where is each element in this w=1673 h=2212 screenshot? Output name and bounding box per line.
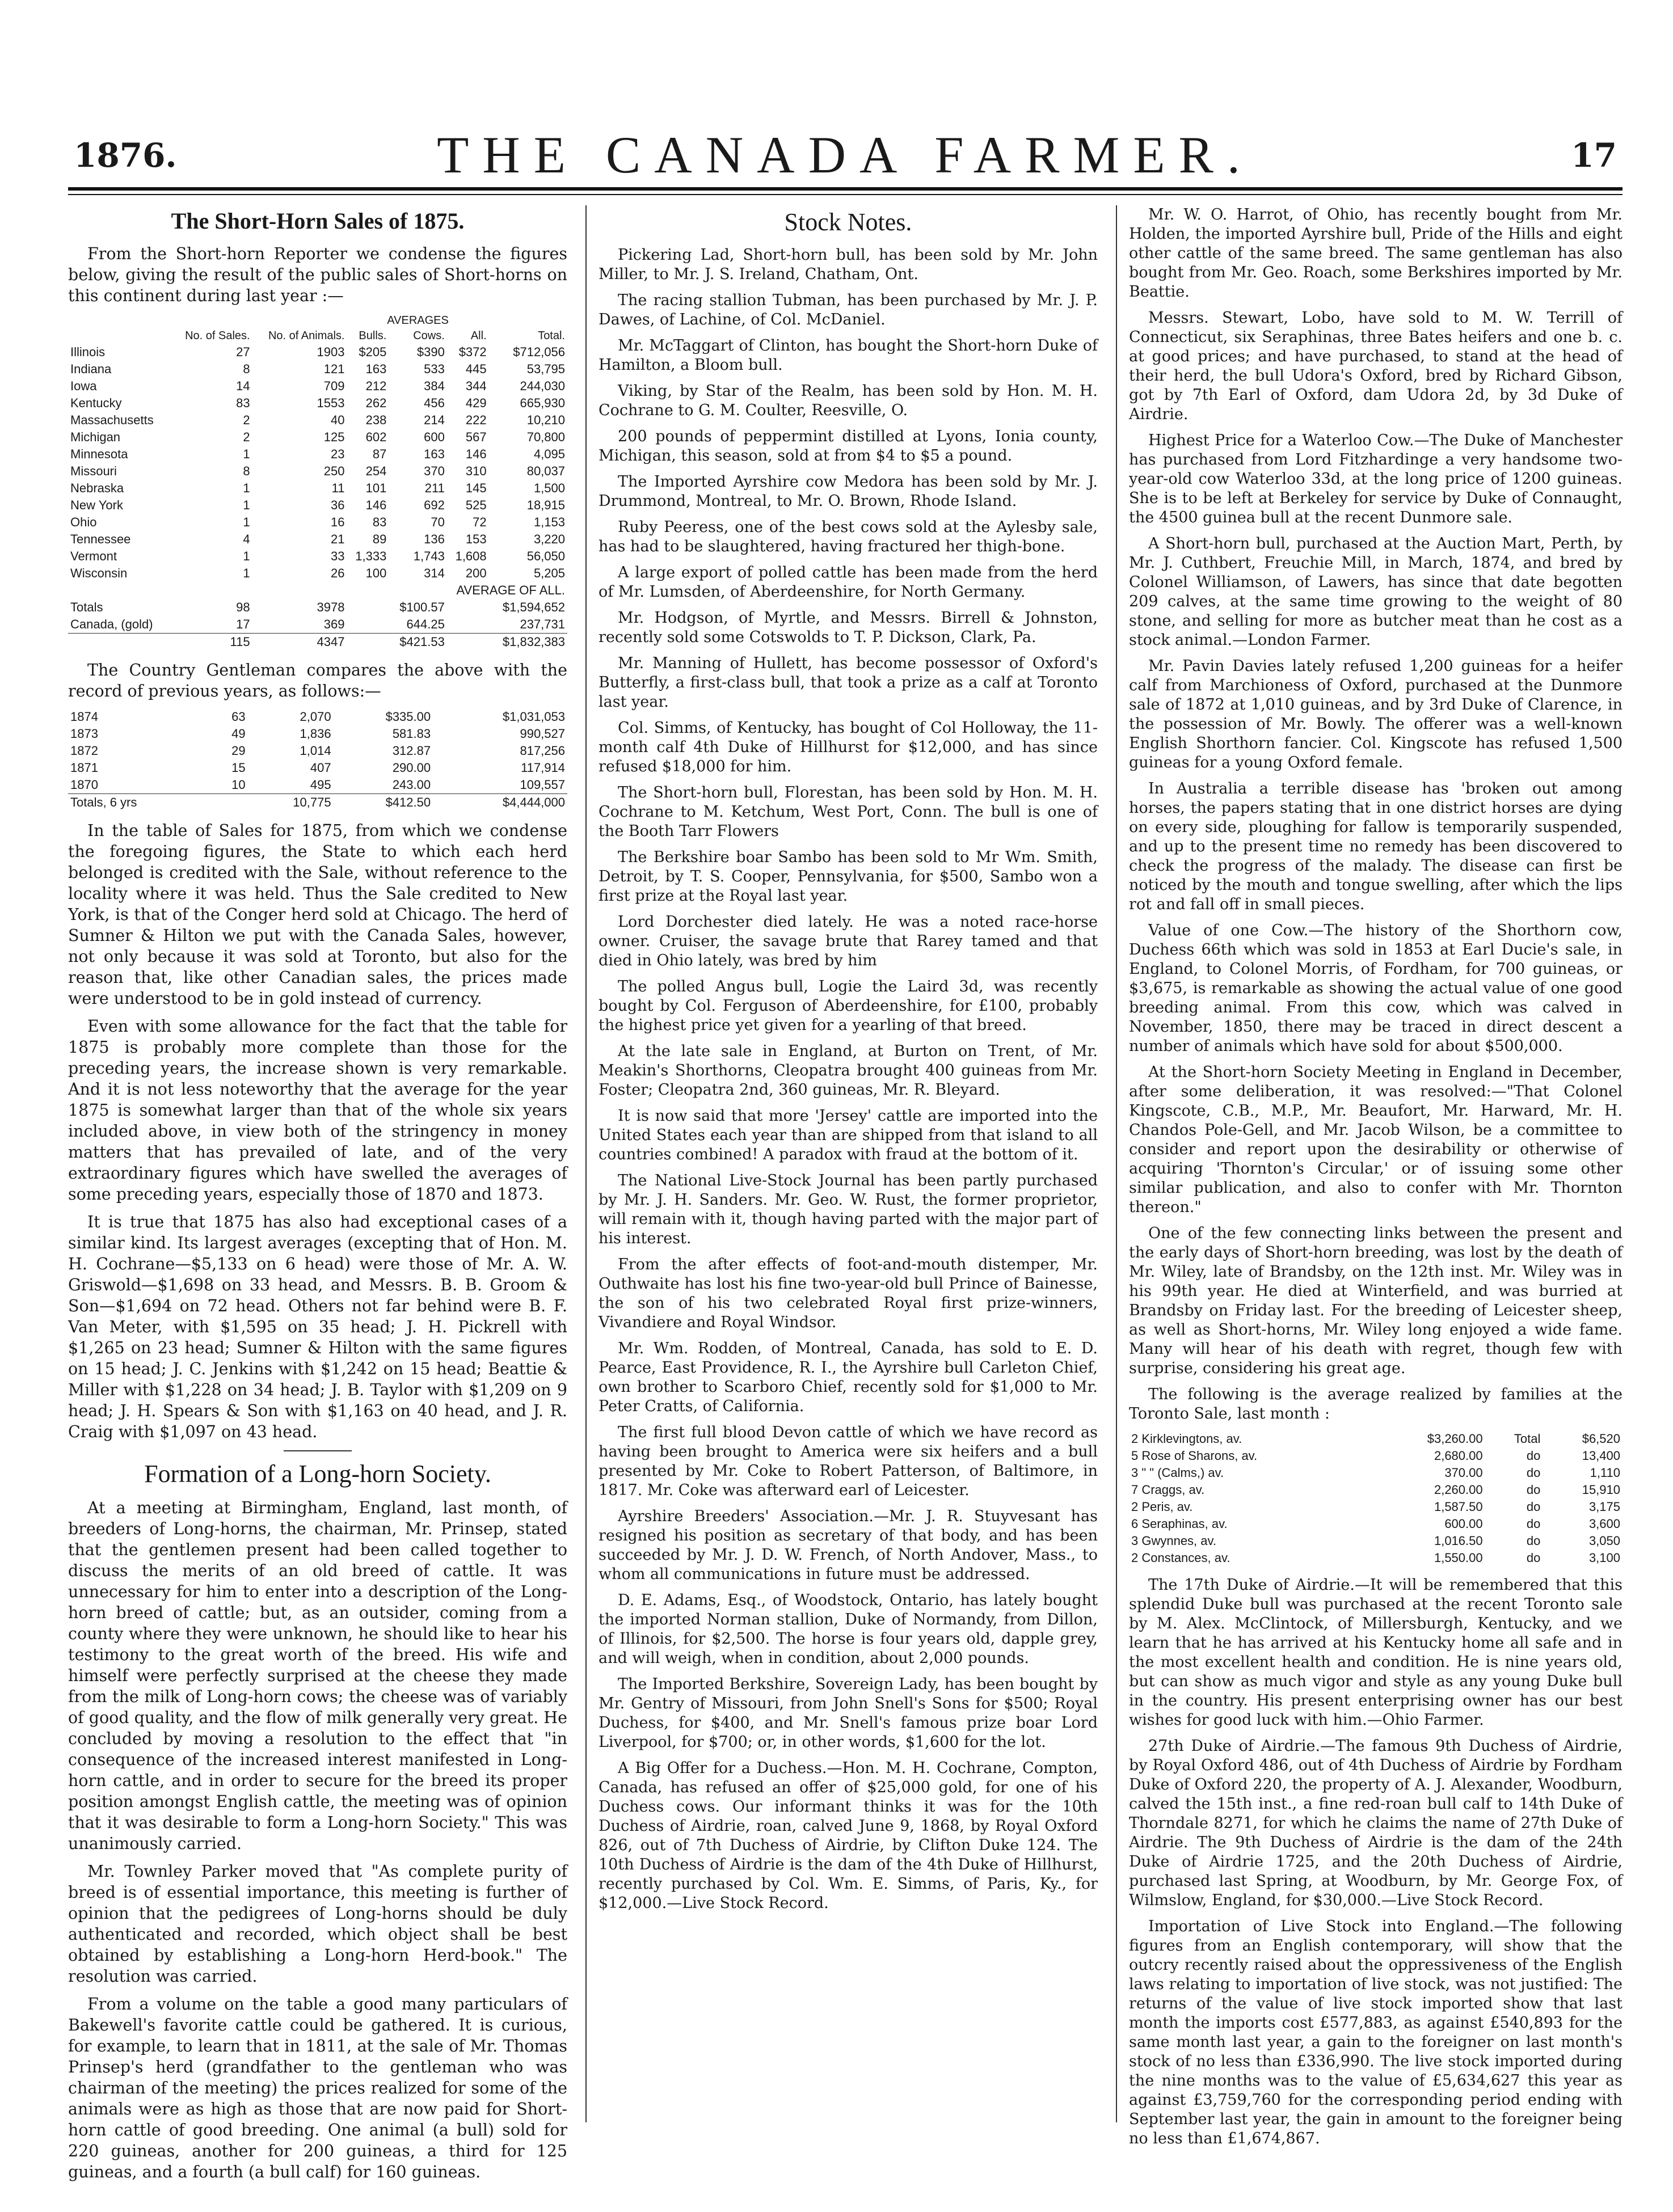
table-cell: 1	[243, 549, 250, 563]
table-cell: Ohio	[70, 515, 97, 529]
table-cell: 238	[365, 413, 387, 427]
table-row	[68, 412, 567, 429]
table-cell: $421.53	[389, 634, 446, 651]
table-row	[68, 378, 567, 395]
table-cell: 53,795	[526, 362, 565, 376]
table-cell: 63	[231, 710, 246, 724]
table-cell: AVERAGE OF ALL.	[456, 583, 565, 597]
article-paragraph: At a meeting at Birmingham, England, last month, of breeders of Long-horns, the chairman, Mr. Prinsep, stated that the gentlemen present had been called together to discuss the merits of an old breed of cattle. It was unnecessary for him to enter into a description of the Long-horn breed of cattle; but, as an outsider, coming from a county where they were unknown, he should like to hear his testimony to the great worth of the breed. His wife and himself were perfectly surprised at the cheese they made from the milk of Long-horn cows; the cheese was of variably of good quality, and the flow of milk generally very great. He concluded by moving a resolution to the effect that "in consequence of the increased interest manifested in Long-horn cattle, and in order to secure for the breed its proper position amongst English cattle, the meeting was of opinion that it was desirable to form a Long-horn Society." This was unanimously carried.	[68, 1498, 567, 1853]
table-cell: 26	[331, 566, 345, 580]
table-cell: 244,030	[520, 379, 565, 393]
newspaper-title: THE CANADA FARMER.	[437, 126, 1254, 184]
article-title-shorthorn-sales: The Short-Horn Sales of 1875.	[171, 208, 465, 234]
table-cell: 163	[365, 362, 387, 376]
table-cell: 600	[424, 430, 445, 444]
table-cell: 384	[424, 379, 445, 393]
table-row	[68, 616, 567, 634]
table-cell: 1553	[317, 396, 345, 410]
article-paragraph: Mr. Townley Parker moved that "As complete purity of breed is of essential importance, this meeting is further of opinion that the pedigrees of Long-horns should be duly authenticated and recorded, which object shall be best obtained by establishing a Long-horn Herd-book." The resolution was carried.	[68, 1862, 567, 1986]
table-row	[68, 548, 567, 565]
table-cell: Illinois	[70, 345, 106, 359]
table-cell: 80,037	[526, 464, 565, 478]
article-paragraph: The Imported Ayrshire cow Medora has been sold by Mr. J. Drummond, Montreal, to Mr. O. Brown, Rhode Island.	[599, 473, 1098, 510]
table-cell: 1871	[70, 761, 98, 775]
table-cell: 8	[243, 362, 250, 376]
masthead-rule-thin	[68, 194, 1623, 195]
article-paragraph: The racing stallion Tubman, has been purchased by Mr. J. P. Dawes, of Lachine, of Col. McDaniel.	[599, 292, 1098, 328]
table-cell: Missouri	[70, 464, 117, 478]
table-cell: 16	[331, 515, 345, 529]
table-cell: 121	[323, 362, 345, 376]
table-row	[68, 514, 567, 531]
article-paragraph: 27th Duke of Airdrie.—The famous 9th Duchess of Airdrie, by Royal Oxford 486, out of 4th Duchess of Airdrie by Fordham Duke of Oxford 220, the property of A. J. Alexander, Woodburn, calved the 15th inst., a fine red-roan bull calf to 14th Duke of Thorndale 8271, for which he claims the name of 27th Duke of Airdrie. The 9th Duchess of Airdrie is the dam of the 24th Duke of Airdrie 1725, and the 20th Duchess of Airdrie, purchased last Spring, at Woodburn, by Mr. George Fox, of Wilmslow, England, for $30,000.—Live Stock Record.	[1129, 1737, 1623, 1909]
table-row	[68, 531, 567, 548]
table-cell: Totals	[70, 600, 103, 614]
table-row	[68, 463, 567, 480]
table-cell: Minnesota	[70, 447, 128, 461]
table-row	[68, 395, 567, 412]
table-cell: $390	[416, 345, 445, 359]
table-cell: 2	[243, 430, 250, 444]
table-cell: 692	[424, 498, 445, 512]
table-row	[68, 742, 567, 759]
column-middle	[599, 205, 1098, 2122]
table-cell: 83	[236, 396, 250, 410]
table-cell: 2	[243, 413, 250, 427]
table-cell: 14	[236, 379, 250, 393]
table-cell	[447, 634, 489, 651]
table-cell: 23	[331, 447, 345, 461]
table-cell: $335.00	[385, 710, 431, 724]
table-cell: 1,016.50	[1434, 1534, 1483, 1548]
article-paragraph: Pickering Lad, Short-horn bull, has been sold by Mr. John Miller, to Mr. J. S. Ireland, Chatham, Ont.	[599, 246, 1098, 283]
table-cell: 1,014	[300, 744, 331, 758]
table-cell: 250	[323, 464, 345, 478]
table-cell: 15,910	[1582, 1483, 1620, 1497]
table-cell: 146	[365, 498, 387, 512]
table-cell: 525	[465, 498, 487, 512]
table-cell: do	[1526, 1483, 1541, 1497]
table-row	[68, 480, 567, 497]
table-row	[68, 776, 567, 794]
table-cell: 262	[365, 396, 387, 410]
table-cell: 1,608	[455, 549, 487, 563]
table-cell: $205	[359, 345, 387, 359]
table-cell: 10	[231, 778, 246, 792]
table-row	[1129, 1550, 1623, 1567]
article-paragraph: The first full blood Devon cattle of which we have record as having been brought to America were six heifers and a bull presented by Mr. Coke to Robert Patterson, of Baltimore, in 1817. Mr. Coke was afterward earl of Leicester.	[599, 1424, 1098, 1499]
table-cell: 211	[424, 481, 445, 495]
table-cell: Wisconsin	[70, 566, 128, 580]
table-cell: $4,444,000	[433, 794, 567, 812]
article-paragraph: Mr. W. O. Harrot, of Ohio, has recently bought from Mr. Holden, the imported Ayrshire bull, Pride of the Hills and eight other cattle of the same breed. The same gentleman has also bought from Mr. Geo. Roach, some Berkshires imported by Mr. Beattie.	[1129, 206, 1623, 301]
article-paragraph: It is true that 1875 has also had exceptional cases of a similar kind. Its largest averages (excepting that of Hon. M. H. Cochrane—$5,133 on 6 head) were those of Mr. A. W. Griswold—$1,698 on 33 head, and Messrs. B. B. Groom & Son—$1,694 on 72 head. Others not far behind were B. F. Van Meter, with $1,595 on 35 head; J. H. Pickrell with $1,265 on 23 head; Sumner & Hilton with the same figures on 15 head; J. C. Jenkins with $1,242 on 15 head; Beattie & Miller with $1,228 on 34 head; J. B. Taylor with $1,209 on 9 head; J. H. Spears & Son with $1,163 on 40 head, and J. R. Craig with $1,097 on 43 head.	[68, 1213, 567, 1441]
table-cell: 27	[236, 345, 250, 359]
table-cell: 146	[465, 447, 487, 461]
article-paragraph: The polled Angus bull, Logie the Laird 3d, was recently bought by Col. Ferguson of Aberdeenshire, for £100, probably the highest price yet given for a yearling of that breed.	[599, 978, 1098, 1034]
table-cell: 1,110	[1590, 1466, 1620, 1480]
article-paragraph: The Imported Berkshire, Sovereign Lady, has been bought by Mr. Gentry of Missouri, from John Snell's Sons for $500; Royal Duchess, for $400, and Mr. Snell's famous prize boar Lord Liverpool, for $700; or, in other words, $1,600 for the lot.	[599, 1675, 1098, 1751]
table-cell: 10,775	[248, 794, 334, 812]
table-cell: 8	[243, 464, 250, 478]
table-header: No. of Sales.	[185, 330, 250, 342]
table-header	[68, 328, 171, 344]
table-cell: 153	[465, 532, 487, 546]
table-cell: 29	[231, 744, 246, 758]
table-cell: 214	[424, 413, 445, 427]
sales-table	[68, 313, 567, 651]
table-cell: 18,915	[526, 498, 565, 512]
table-cell: 567	[465, 430, 487, 444]
table-cell: 1873	[70, 727, 98, 741]
table-cell: $6,520	[1582, 1432, 1620, 1446]
table-cell: 312.87	[392, 744, 431, 758]
article-paragraph: The Short-horn bull, Florestan, has been sold by Hon. M. H. Cochrane to M. Ketchum, West Port, Conn. The bull is one of the Booth Tarr Flowers	[599, 784, 1098, 840]
table-cell: 990,527	[520, 727, 565, 741]
page-number: 17	[1571, 136, 1617, 175]
article-paragraph: Even with some allowance for the fact that the table for 1875 is probably more complete than those for the preceding years, the increase shown is very remarkable. And it is not less noteworthy that the average for the year 1875 is somewhat larger than that of the whole six years included above, in view both of the stringency in money matters that has prevailed of late, and of the very extraordinary figures which have swelled the averages of some preceding years, especially those of 1870 and 1873.	[68, 1017, 567, 1204]
article-paragraph: A large export of polled cattle has been made from the herd of Mr. Lumsden, of Aberdeenshire, for North Germany.	[599, 564, 1098, 601]
table-cell: do	[1526, 1500, 1541, 1514]
table-row	[1129, 1481, 1623, 1498]
table-cell: do	[1526, 1449, 1541, 1463]
table-cell: 17	[236, 617, 250, 631]
table-cell: Kentucky	[70, 396, 122, 410]
table-cell: 10,210	[526, 413, 565, 427]
table-cell: 1	[243, 566, 250, 580]
table-cell	[210, 794, 247, 812]
article-paragraph: Messrs. Stewart, Lobo, have sold to M. W. Terrill of Connecticut, six Seraphinas, three Bates heifers and one b. c. at good prices; and have purchased, to stand at the head of their herd, the bull Udora's Oxford, bred by Richard Gibson, got by 7th Earl of Oxford, dam Udora 2d, by 3d Duke of Airdrie.	[1129, 309, 1623, 423]
table-cell: 581.83	[392, 727, 431, 741]
table-cell: 1872	[70, 744, 98, 758]
table-cell: 40	[331, 413, 345, 427]
article-paragraph: Ruby Peeress, one of the best cows sold at the Aylesby sale, has had to be slaughtered, having fractured her thigh-bone.	[599, 518, 1098, 555]
table-cell	[347, 599, 389, 616]
table-cell	[447, 599, 489, 616]
article-paragraph: From the Short-horn Reporter we condense the figures below, giving the result of the public sales of Short-horns on this continent during last year :—	[68, 244, 567, 305]
table-cell: 87	[372, 447, 387, 461]
table-cell: 125	[323, 430, 345, 444]
table-cell: 4347	[252, 634, 347, 651]
article-paragraph: The following is the average realized by families at the Toronto Sale, last month :	[1129, 1386, 1623, 1422]
table-row	[68, 565, 567, 582]
article-paragraph: The National Live-Stock Journal has been partly purchased by Mr. J. H. Sanders. Mr. Geo. W. Rust, the former proprietor, will remain with it, though having parted with the major part of his interest.	[599, 1172, 1098, 1247]
table-cell: $412.50	[334, 794, 433, 812]
table-cell: 109,557	[520, 778, 565, 792]
table-cell: 7 Craggs, av.	[1131, 1483, 1205, 1497]
table-row	[68, 634, 567, 651]
table-cell: 3,175	[1588, 1500, 1620, 1514]
table-header: Bulls.	[359, 330, 387, 342]
table-cell: 2 Peris, av.	[1131, 1500, 1193, 1514]
table-cell: 1,836	[300, 727, 331, 741]
table-cell: 2,070	[300, 710, 331, 724]
table-row	[1129, 1447, 1623, 1464]
table-cell: 98	[236, 600, 250, 614]
table-cell: 1	[243, 498, 250, 512]
table-cell: 1	[243, 481, 250, 495]
table-row	[68, 446, 567, 463]
toronto-sale-table	[1129, 1430, 1623, 1567]
table-cell: 370.00	[1444, 1466, 1483, 1480]
table-cell: 2 Constances, av.	[1131, 1551, 1230, 1565]
table-cell: 456	[424, 396, 445, 410]
article-paragraph: In the table of Sales for 1875, from which we condense the foregoing figures, the State to which each herd belonged is credited with the Sale, without reference to the locality where it was held. Thus the Sale credited to New York, is that of the Conger herd sold at Chicago. The herd of Sumner & Hilton we put with the Canada Sales, however, not only because it was sold at Toronto, but also for the reason that, like other Canadian sales, the prices made were understood to be in gold instead of currency.	[68, 821, 567, 1008]
table-row	[68, 429, 567, 446]
table-cell: 4,095	[533, 447, 565, 461]
table-header: No. of Animals.	[268, 330, 345, 342]
table-cell: 1,333	[355, 549, 387, 563]
table-cell: Iowa	[70, 379, 97, 393]
table-cell: 83	[372, 515, 387, 529]
article-paragraph: A Short-horn bull, purchased at the Auction Mart, Perth, by Mr. J. Cuthbert, Freuchie Mill, in March, 1874, and bred by Colonel Williamson, of Lawers, has since that date begotten 209 calves, at the same time growing to the weight of 80 stone, and selling for more as butcher meat than he cost as a stock animal.—London Farmer.	[1129, 535, 1623, 649]
table-row	[1129, 1498, 1623, 1516]
table-cell: 429	[465, 396, 487, 410]
article-paragraph: At the late sale in England, at Burton on Trent, of Mr. Meakin's Shorthorns, Cleopatra brought 400 guineas from Mr. Foster; Cleopatra 2nd, 360 guineas, Mr. R. Bleyard.	[599, 1042, 1098, 1099]
table-cell: 407	[310, 761, 331, 775]
table-cell: $712,056	[513, 345, 565, 359]
table-cell: 70	[431, 515, 445, 529]
article-paragraph: Highest Price for a Waterloo Cow.—The Duke of Manchester has purchased from Lord Fitzhardinge a very handsome two-year-old cow Waterloo 33d, at the long price of 1200 guineas. She is to be left at Berkeley for service by Duke of Connaught, the 4500 guinea bull at the recent Dunmore sale.	[1129, 432, 1623, 526]
table-cell: 1	[243, 447, 250, 461]
table-cell: 3 " " (Calms,) av.	[1131, 1466, 1224, 1480]
masthead	[68, 113, 1623, 184]
table-row	[68, 708, 567, 725]
article-paragraph: Mr. Hodgson, of Myrtle, and Messrs. Birrell & Johnston, recently sold some Cotswolds to T. P. Dickson, Clark, Pa.	[599, 609, 1098, 646]
table-cell: $1,594,652	[502, 600, 565, 614]
table-cell: 495	[310, 778, 331, 792]
table-cell: do	[1526, 1517, 1541, 1531]
table-cell: 163	[424, 447, 445, 461]
table-group-header: AVERAGES	[387, 314, 449, 327]
article-paragraph: From the after effects of foot-and-mouth distemper, Mr. Outhwaite has lost his fine two-year-old bull Prince of Bainesse, the son of his two celebrated Royal first prize-winners, Vivandiere and Royal Windsor.	[599, 1256, 1098, 1331]
article-paragraph: Mr. McTaggart of Clinton, has bought the Short-horn Duke of Hamilton, a Bloom bull.	[599, 337, 1098, 374]
table-cell: 1870	[70, 778, 98, 792]
article-paragraph: The Country Gentleman compares the above with the record of previous years, as follows:—	[68, 661, 567, 700]
column-divider	[1116, 205, 1117, 2122]
column-divider	[585, 205, 587, 2122]
article-paragraph: It is now said that more 'Jersey' cattle are imported into the United States each year than are shipped from that island to all countries combined! A paradox with fraud at the bottom of it.	[599, 1107, 1098, 1163]
table-cell: 1,550.00	[1434, 1551, 1483, 1565]
table-cell: Vermont	[70, 549, 117, 563]
table-cell: $1,031,053	[502, 710, 565, 724]
table-cell: 117,914	[521, 761, 565, 775]
table-cell: 1,743	[413, 549, 445, 563]
table-cell: Total	[1514, 1432, 1541, 1446]
table-header: Cows.	[413, 330, 445, 342]
table-row	[1129, 1464, 1623, 1481]
article-paragraph: D. E. Adams, Esq., of Woodstock, Ontario, has lately bought the imported Norman stallion, Duke of Normandy, from Dillon, of Illinois, for $2,500. The horse is four years old, dapple grey, and will weigh, when in condition, about 2,000 pounds.	[599, 1592, 1098, 1667]
table-cell: 33	[331, 549, 345, 563]
table-cell: do	[1526, 1534, 1541, 1548]
table-cell: 3 Gwynnes, av.	[1131, 1534, 1216, 1548]
table-row	[68, 794, 567, 812]
table-cell: $3,260.00	[1427, 1432, 1483, 1446]
table-cell: 5 Rose of Sharons, av.	[1131, 1449, 1258, 1463]
table-cell: 533	[424, 362, 445, 376]
article-paragraph: A Big Offer for a Duchess.—Hon. M. H. Cochrane, Compton, Canada, has refused an offer of $25,000 gold, for one of his Duchess cows. Our informant thinks it was for the 10th Duchess of Airdrie, roan, calved June 9, 1868, by Royal Oxford 826, out of 7th Duchess of Airdrie, by Clifton Duke 124. The 10th Duchess of Airdrie is the dam of the 4th Duke of Hillhurst, recently purchased by Col. Wm. E. Simms, of Paris, Ky., for $12,000.—Live Stock Record.	[599, 1759, 1098, 1912]
table-cell: 89	[372, 532, 387, 546]
table-cell: 1874	[70, 710, 98, 724]
article-paragraph: 200 pounds of peppermint distilled at Lyons, Ionia county, Michigan, this season, sold at from $4 to $5 a pound.	[599, 428, 1098, 465]
table-cell: 2 Kirklevingtons, av.	[1131, 1432, 1242, 1446]
table-row	[68, 361, 567, 378]
table-cell: 212	[365, 379, 387, 393]
table-cell: Totals, 6 yrs	[68, 794, 210, 812]
table-cell: 3,100	[1588, 1551, 1620, 1565]
article-paragraph: Mr. Wm. Rodden, of Montreal, Canada, has sold to E. D. Pearce, East Providence, R. I., the Ayrshire bull Carleton Chief, own brother to Scarboro Chief, recently sold for $1,000 to Mr. Peter Cratts, of California.	[599, 1340, 1098, 1415]
table-cell: 3,600	[1588, 1517, 1620, 1531]
article-paragraph: The Berkshire boar Sambo has been sold to Mr Wm. Smith, Detroit, by T. S. Cooper, Pennsylvania, for $500, Sambo won a first prize at the Royal last year.	[599, 849, 1098, 905]
table-cell: 4	[243, 532, 250, 546]
column-left	[68, 205, 567, 2181]
table-cell: 314	[424, 566, 445, 580]
table-row	[68, 344, 567, 361]
table-cell	[447, 616, 489, 634]
table-cell: Massachusetts	[70, 413, 154, 427]
table-cell: 11	[331, 481, 345, 495]
table-cell: 15	[231, 761, 246, 775]
table-row	[68, 759, 567, 776]
issue-year: 1876.	[74, 136, 177, 175]
article-paragraph: Viking, by Star of the Realm, has been sold by Hon. M. H. Cochrane to G. M. Coulter, Reesville, O.	[599, 382, 1098, 419]
table-row	[68, 725, 567, 742]
article-paragraph: One of the few connecting links between the present and the early days of Short-horn breeding, was lost by the death of Mr. Wiley, late of Brandsby, on the 12th inst. Mr. Wiley was in his 99th year. He died at Winterfield, and was burried at Brandsby on Friday last. For the breeding of Leicester sheep, as well as Short-horns, Mr. Wiley long enjoyed a wide fame. Many will hear of his death with regret, though few with surprise, considering his great age.	[1129, 1225, 1623, 1377]
table-cell: Indiana	[70, 362, 112, 376]
table-header: All.	[470, 330, 487, 342]
table-cell: 602	[365, 430, 387, 444]
table-cell: 100	[365, 566, 387, 580]
table-cell: 21	[331, 532, 345, 546]
table-cell: 56,050	[526, 549, 565, 563]
table-cell: 72	[473, 515, 487, 529]
article-paragraph: The 17th Duke of Airdrie.—It will be remembered that this splendid Duke bull was purchased at the recent Toronto sale by M. Alex. McClintock, of Millersburgh, Kentucky, and we learn that he has arrived at his Kentucky home all safe and in the most excellent health and condition. He is nine years old, but can show as much vigor and style as any young Duke bull in the country. His present enterprising owner has our best wishes for good luck with him.—Ohio Farmer.	[1129, 1576, 1623, 1729]
table-cell: $372	[458, 345, 487, 359]
table-cell: 115	[171, 634, 252, 651]
table-cell: 310	[465, 464, 487, 478]
table-row	[68, 599, 567, 616]
table-row	[68, 497, 567, 514]
table-cell: 136	[424, 532, 445, 546]
table-cell: 3,220	[533, 532, 565, 546]
table-cell: 145	[465, 481, 487, 495]
table-cell: 36	[331, 498, 345, 512]
article-paragraph: In Australia a terrible disease has 'broken out among horses, the papers stating that in one district horses are dying on every side, ploughing for fallow is temporarily suspended, and up to the present time no remedy has been discovered to check the progress of the malady. The disease can first be noticed by the mouth and tongue swelling, after which the lips rot and fall off in small pieces.	[1129, 780, 1623, 913]
table-cell: 1903	[317, 345, 345, 359]
table-cell: Nebraska	[70, 481, 124, 495]
article-paragraph: Lord Dorchester died lately. He was a noted race-horse owner. Cruiser, the savage brute that Rarey tamed and that died in Ohio lately, was bred by him	[599, 913, 1098, 969]
table-cell: 222	[465, 413, 487, 427]
table-cell	[347, 634, 389, 651]
table-cell: 644.25	[406, 617, 445, 631]
table-row	[68, 582, 567, 599]
table-cell: 3978	[317, 600, 345, 614]
table-cell: 2,680.00	[1434, 1449, 1483, 1463]
article-paragraph: Col. Simms, of Kentucky, has bought of Col Holloway, the 11-month calf 4th Duke of Hillhurst for $12,000, and has since refused $18,000 for him.	[599, 719, 1098, 775]
newspaper-page	[68, 113, 1623, 2181]
table-cell: 2,260.00	[1434, 1483, 1483, 1497]
table-cell: 1	[243, 515, 250, 529]
previous-years-table	[68, 708, 567, 811]
table-cell: 13,400	[1582, 1449, 1620, 1463]
table-cell: 1,587.50	[1434, 1500, 1483, 1514]
article-title-stock-notes: Stock Notes.	[784, 208, 912, 236]
article-paragraph: Mr. Pavin Davies lately refused 1,200 guineas for a heifer calf from Marchioness of Oxford, purchased at the Dunmore sale of 1872 at 1,010 guineas, and by 3rd Duke of Clarence, in the possession of Mr. Bowly. The offerer was a well-known English Shorthorn fancier. Col. Kingscote has refused 1,500 guineas for a young Oxford female.	[1129, 657, 1623, 771]
table-cell: 344	[465, 379, 487, 393]
table-cell: $100.57	[399, 600, 445, 614]
table-cell: 445	[465, 362, 487, 376]
table-cell: 243.00	[392, 778, 431, 792]
table-cell: do	[1526, 1466, 1541, 1480]
table-cell: 600.00	[1444, 1517, 1483, 1531]
table-cell: 369	[323, 617, 345, 631]
table-header: Total.	[538, 330, 565, 342]
table-cell: 1,500	[533, 481, 565, 495]
table-cell: 6 Seraphinas, av.	[1131, 1517, 1228, 1531]
table-cell: 709	[323, 379, 345, 393]
table-cell: $1,832,383	[489, 634, 567, 651]
table-cell: 200	[465, 566, 487, 580]
table-cell: 49	[231, 727, 246, 741]
table-cell: 101	[365, 481, 387, 495]
table-cell: Tennessee	[70, 532, 131, 546]
table-cell: Michigan	[70, 430, 121, 444]
table-cell: 3,050	[1588, 1534, 1620, 1548]
table-cell: 237,731	[520, 617, 565, 631]
table-cell: 370	[424, 464, 445, 478]
table-cell: Canada, (gold)	[70, 617, 153, 631]
table-cell: 817,256	[520, 744, 565, 758]
masthead-rule-thick	[68, 187, 1623, 191]
table-cell: 665,930	[520, 396, 565, 410]
table-cell	[68, 634, 171, 651]
table-cell: 254	[365, 464, 387, 478]
table-cell: 1,153	[533, 515, 565, 529]
article-paragraph: Value of one Cow.—The history of the Shorthorn cow, Duchess 66th which was sold in 1853 at Earl Ducie's sale, in England, to Colonel Morris, of Fordham, for 700 guineas, or $3,675, is remarkable as showing the actual value of one good breeding animal. From this cow, which was calved in November, 1850, there may be traced in direct descent a number of animals which have sold for about $500,000.	[1129, 922, 1623, 1055]
table-cell: do	[1526, 1551, 1541, 1565]
table-cell: 70,800	[526, 430, 565, 444]
table-row	[1129, 1533, 1623, 1550]
article-paragraph: At the Short-horn Society Meeting in England in December, after some deliberation, it was resolved:—"That Colonel Kingscote, C.B., M.P., Mr. Beaufort, Mr. Harward, Mr. H. Chandos Pole-Gell, and Mr. Jacob Wilson, be a committee to consider and report upon the desirability or otherwise of acquiring 'Thornton's Circular,' or of issuing some other similar publication, and also to confer with Mr. Thornton thereon."	[1129, 1063, 1623, 1216]
table-cell	[347, 616, 389, 634]
article-paragraph: From a volume on the table a good many particulars of Bakewell's favorite cattle could be gathered. It is curious, for example, to learn that in 1811, at the sale of Mr. Thomas Prinsep's herd (grandfather to the gentleman who was chairman of the meeting) the prices realized for some of the animals were as high as those that are now paid for Short-horn cattle of good breeding. One animal (a bull) sold for 220 guineas, another for 200 guineas, a third for 125 guineas, and a fourth (a bull calf) for 160 guineas.	[68, 1995, 567, 2181]
table-cell: New York	[70, 498, 123, 512]
table-cell: 290.00	[392, 761, 431, 775]
article-title-longhorn: Formation of a Long-horn Society.	[144, 1460, 491, 1488]
table-row	[1129, 1516, 1623, 1533]
article-paragraph: Importation of Live Stock into England.—The following figures from an English contemporary, will show that the outcry recently raised about the oppressiveness of the English laws relating to importation of live stock, was not justified: The returns of the value of live stock imported show that last month the imports cost £577,883, as against £540,893 for the same month last year, a gain to the foreigner on last month's stock of no less than £336,990. The live stock imported during the nine months was to the value of £5,634,627 this year as against £3,759,760 for the corresponding period ending with September last year, the gain in amount to the foreigner being no less than £1,674,867.	[1129, 1918, 1623, 2147]
article-paragraph: Ayrshire Breeders' Association.—Mr. J. R. Stuyvesant has resigned his position as secretary of that body, and has been succeeded by Mr. J. D. W. French, of North Andover, Mass., to whom all communications in future must be addressed.	[599, 1508, 1098, 1583]
table-row	[1129, 1430, 1623, 1447]
section-separator	[284, 1450, 352, 1451]
table-cell: 5,205	[533, 566, 565, 580]
column-right	[1129, 205, 1623, 2147]
article-paragraph: Mr. Manning of Hullett, has become possessor of Oxford's Butterfly, a first-class bull, that took a prize as a calf at Toronto last year.	[599, 655, 1098, 711]
